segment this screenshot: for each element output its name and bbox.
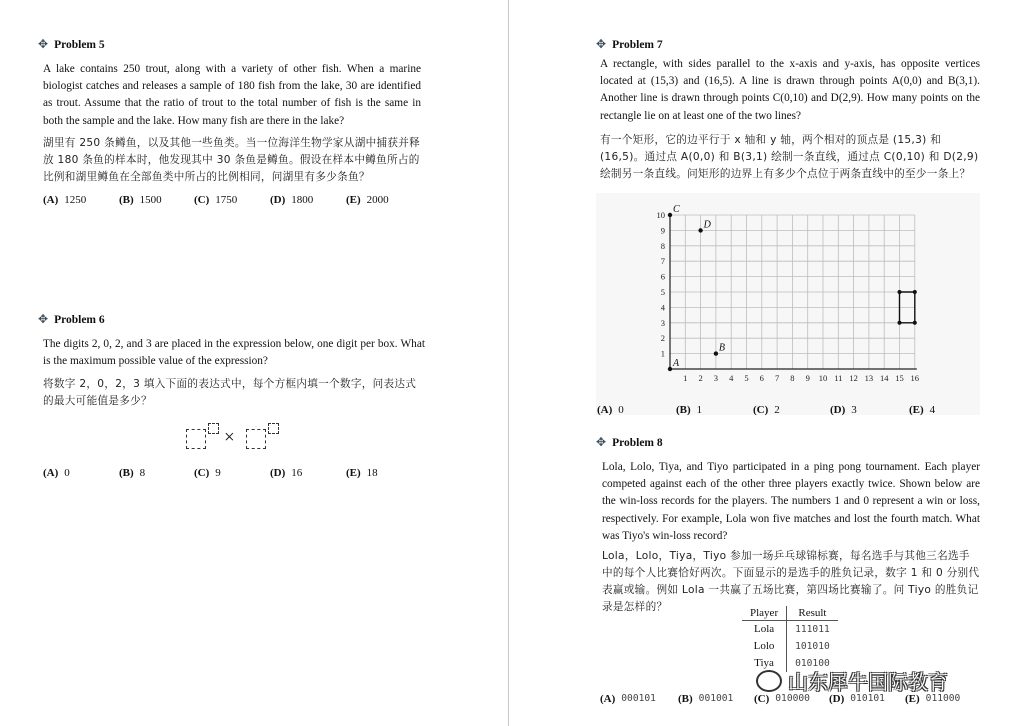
rectangle-vertex xyxy=(898,290,902,294)
x-tick-label: 16 xyxy=(910,373,920,383)
watermark xyxy=(756,666,948,695)
coordinate-chart-svg xyxy=(596,193,980,415)
y-tick-label: 2 xyxy=(660,333,665,344)
player-result: 111011 xyxy=(795,624,830,635)
choice-a[interactable]: (A) 0 xyxy=(43,467,70,479)
x-tick-label: 2 xyxy=(698,373,703,383)
choice-e[interactable]: (E) 011000 xyxy=(905,693,961,705)
choice-a[interactable]: (A) 1250 xyxy=(43,194,87,206)
y-tick-label: 4 xyxy=(660,302,665,313)
choice-a[interactable]: (A) 000101 xyxy=(600,693,656,705)
rectangle-vertex xyxy=(898,321,902,325)
choice-d[interactable]: (D) 010101 xyxy=(829,693,885,705)
y-tick-label: 6 xyxy=(660,271,665,282)
problem8-text-en: Lola, Lolo, Tiya, and Tiyo participated in a ping pong tournament. Each player competed against each of the other three players exactly twice. Shown below are the win-loss records for the players. The numbers 1 and 0 represent a win or loss, respectively. For example, Lola won five matches and lost the fourth match. What was Tiyo's win-loss record? xyxy=(602,461,980,542)
problem6-title: Problem 6 xyxy=(54,313,105,326)
choice-b[interactable]: (B) 1 xyxy=(676,404,703,416)
table-row xyxy=(742,621,838,639)
x-tick-label: 13 xyxy=(864,373,874,383)
problem5-choices xyxy=(43,194,389,206)
player-result: 010100 xyxy=(795,658,830,669)
win-loss-table xyxy=(742,606,838,672)
problem6-text-zh: 将数字 2，0，2，3 填入下面的表达式中，每个方框内填一个数字，问表达式的最大可能值是多少？ xyxy=(43,378,417,407)
base-box-1 xyxy=(186,429,206,449)
problem7-title: Problem 7 xyxy=(612,38,663,51)
x-tick-label: 9 xyxy=(805,373,810,383)
y-tick-label: 9 xyxy=(660,225,665,236)
problem5-heading xyxy=(38,37,105,52)
problem7-text-en: A rectangle, with sides parallel to the x-axis and y-axis, has opposite vertices located at (15,3) and (16,5). A line is drawn through points A(0,0) and B(3,1). Another line is drawn through points C(0,10) and D(2,9). How many points on the rectangle lie on at least one of the two lines? xyxy=(600,58,980,122)
rectangle-vertex xyxy=(913,321,917,325)
point-a xyxy=(668,367,672,371)
y-tick-label: 5 xyxy=(660,287,665,297)
choice-d[interactable]: (D) 16 xyxy=(270,467,303,479)
problem6-heading xyxy=(38,312,105,327)
expression-boxes xyxy=(186,425,286,451)
player-name: Lolo xyxy=(742,638,787,655)
base-box-2 xyxy=(246,429,266,449)
x-tick-label: 6 xyxy=(759,373,764,383)
y-tick-label: 10 xyxy=(656,210,665,220)
x-tick-label: 12 xyxy=(849,373,858,383)
point-label-c: C xyxy=(673,204,680,215)
choice-c[interactable]: (C) 2 xyxy=(753,404,780,416)
choice-b[interactable]: (B) 1500 xyxy=(119,194,162,206)
point-label-b: B xyxy=(718,342,726,354)
problem5-title: Problem 5 xyxy=(54,38,105,51)
problem8-choices xyxy=(600,693,960,705)
rectangle-vertex xyxy=(913,290,917,294)
diamond-bullet-icon: ✥ xyxy=(38,312,49,326)
choice-c[interactable]: (C) 1750 xyxy=(194,194,238,206)
exponent-box-2 xyxy=(268,423,279,434)
x-tick-label: 14 xyxy=(879,373,889,383)
problem8-text-zh: Lola，Lolo，Tiya，Tiyo 参加一场乒乓球锦标赛，每名选手与其他三名选手中的每个人比赛恰好两次。下面显示的是选手的胜负记录，数字 1 和 0 分别代表赢或输。例如 Lola 一共赢了五场比赛，第四场比赛输了。问 Tiyo 的胜负记录是怎样的？ xyxy=(602,550,980,613)
problem7-text-zh: 有一个矩形，它的边平行于 x 轴和 y 轴，两个相对的顶点是 (15,3) 和 (16,5)。通过点 A(0,0) 和 B(3,1) 绘制一条直线，通过点 C(0,10) 和 D(2,9) 绘制另一条直线。问矩形的边界上有多少个点位于两条直线中的至少一条上？ xyxy=(600,134,979,180)
point-c xyxy=(668,213,672,217)
y-tick-label: 7 xyxy=(660,256,665,267)
problem8-title: Problem 8 xyxy=(612,436,663,449)
diamond-bullet-icon: ✥ xyxy=(38,37,49,51)
choice-e[interactable]: (E) 2000 xyxy=(346,194,389,206)
x-tick-label: 7 xyxy=(774,373,780,383)
diamond-bullet-icon: ✥ xyxy=(596,37,607,51)
x-tick-label: 11 xyxy=(834,373,843,383)
coordinate-chart xyxy=(596,193,980,415)
x-tick-label: 8 xyxy=(790,373,795,383)
page-divider xyxy=(508,0,509,726)
player-name: Tiya xyxy=(742,655,787,672)
choice-b[interactable]: (B) 8 xyxy=(119,467,146,479)
y-tick-label: 1 xyxy=(660,348,665,359)
left-page xyxy=(0,0,505,726)
problem8-heading xyxy=(596,435,663,450)
exponent-box-1 xyxy=(208,423,219,434)
times-operator: × xyxy=(224,427,235,448)
x-tick-label: 15 xyxy=(895,373,904,383)
x-tick-label: 3 xyxy=(713,373,719,383)
problem6-text-en: The digits 2, 0, 2, and 3 are placed in the expression below, one digit per box. What is the maximum possible value of the expression? xyxy=(43,338,425,368)
choice-d[interactable]: (D) 3 xyxy=(830,404,857,416)
point-label-a: A xyxy=(673,358,680,369)
header-result: Result xyxy=(787,606,838,621)
choice-c[interactable]: (C) 9 xyxy=(194,467,221,479)
problem5-text-zh: 湖里有 250 条鳟鱼，以及其他一些鱼类。当一位海洋生物学家从湖中捕获并释放 180 条鱼的样本时，他发现其中 30 条鱼是鳟鱼。假设在样本中鳟鱼所占的比例和湖里鳟鱼在全部鱼类中所占的比例相同，问湖里有多少条鱼？ xyxy=(43,137,421,183)
y-tick-label: 8 xyxy=(660,240,665,251)
problem5-text-en: A lake contains 250 trout, along with a variety of other fish. When a marine biologist catches and releases a sample of 180 fish from the lake, 30 are identified as trout. Assume that the ratio of trout to the total number of fish is the same in both the sample and the lake. How many fish are there in the lake? xyxy=(43,63,421,127)
player-result: 101010 xyxy=(795,641,830,652)
x-tick-label: 4 xyxy=(729,373,734,383)
point-d xyxy=(698,228,702,232)
table-header-row xyxy=(742,606,838,621)
y-tick-label: 3 xyxy=(660,317,665,328)
x-tick-label: 1 xyxy=(683,373,688,383)
problem7-choices xyxy=(597,404,935,416)
choice-a[interactable]: (A) 0 xyxy=(597,404,624,416)
x-tick-label: 5 xyxy=(744,373,749,383)
problem7-heading xyxy=(596,37,663,52)
wechat-logo-icon xyxy=(756,670,782,692)
choice-c[interactable]: (C) 010000 xyxy=(754,693,810,705)
header-player: Player xyxy=(742,606,787,621)
x-tick-label: 10 xyxy=(818,373,828,383)
diamond-bullet-icon: ✥ xyxy=(596,435,607,449)
player-name: Lola xyxy=(742,621,787,639)
point-label-d: D xyxy=(703,219,711,231)
choice-d[interactable]: (D) 1800 xyxy=(270,194,314,206)
problem6-choices xyxy=(43,467,378,479)
choice-e[interactable]: (E) 18 xyxy=(346,467,378,479)
point-b xyxy=(714,351,718,355)
watermark-text: 山东犀牛国际教育 xyxy=(788,670,948,694)
choice-b[interactable]: (B) 001001 xyxy=(678,693,734,705)
table-row xyxy=(742,638,838,655)
choice-e[interactable]: (E) 4 xyxy=(909,404,936,416)
